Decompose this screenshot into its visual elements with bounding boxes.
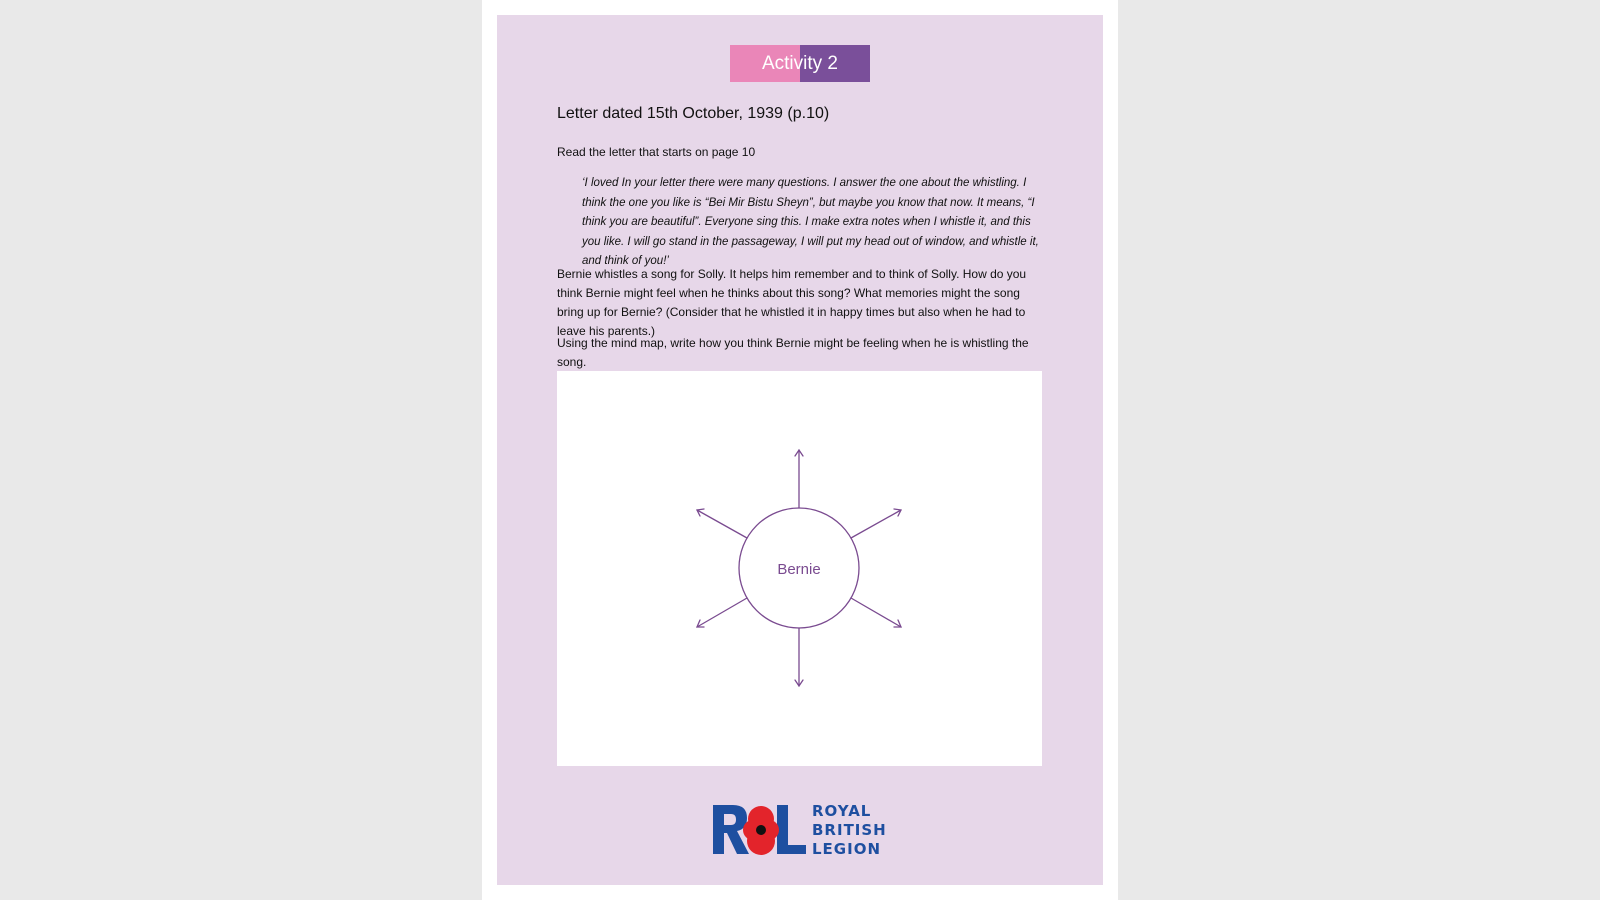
logo-line-royal: ROYAL	[812, 802, 872, 820]
arrow-down-icon	[795, 628, 803, 686]
task-instruction: Using the mind map, write how you think Bernie might be feeling when he is whistling the song.	[557, 336, 1029, 369]
arrow-lower-right-icon	[851, 598, 901, 627]
arrow-lower-left-icon	[697, 598, 747, 627]
mind-map	[557, 371, 1042, 766]
logo-line-british: BRITISH	[812, 821, 887, 839]
body-paragraph: Bernie whistles a song for Solly. It helps him remember and to think of Solly. How do you think Bernie might feel when he thinks about this song? What memories might the song bring up for Bernie? (Consider that he whistled it in happy times but also when he had to leave his parents.)	[557, 267, 1027, 338]
instruction-text: Read the letter that starts on page 10	[557, 145, 756, 159]
poppy-icon	[743, 806, 779, 855]
activity-badge: Activity 2	[730, 45, 870, 82]
mind-map-diagram	[557, 371, 1042, 766]
logo-wordmark	[812, 802, 887, 859]
center-label: Bernie	[777, 561, 821, 578]
logo-line-legion: LEGION	[812, 840, 882, 858]
arrow-upper-left-icon	[697, 509, 747, 538]
arrow-upper-right-icon	[851, 509, 901, 538]
arrow-up-icon	[795, 450, 803, 508]
page-title: Letter dated 15th October, 1939 (p.10)	[557, 105, 830, 122]
letter-quote: ‘I loved In your letter there were many questions. I answer the one about the whistling. I think the one you like is “Bei Mir Bistu Sheyn”, but maybe you know that now. It means, “I think you are beautiful”. Everyone sing this. I make extra notes when I whistle it, and this you like. I will go stand in the passageway, I will put my head out of window, and whistle it, and think of you!’	[582, 177, 1039, 267]
